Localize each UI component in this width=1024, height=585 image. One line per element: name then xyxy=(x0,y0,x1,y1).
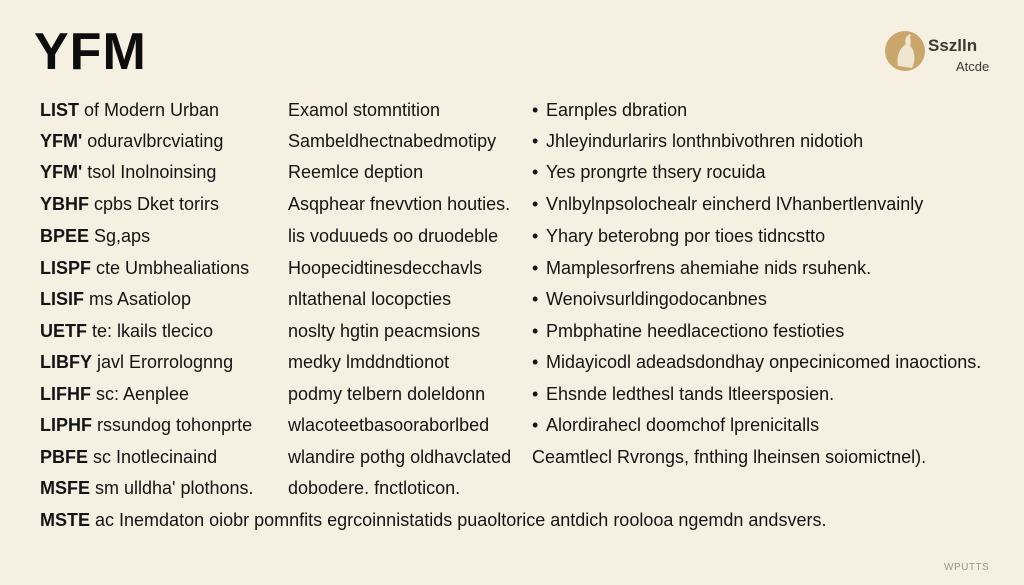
table-row xyxy=(0,289,1024,319)
row-note xyxy=(532,131,863,152)
row-text: cte Umbhealiations xyxy=(91,258,250,278)
row-text: sm ulldha' plothons. xyxy=(90,478,254,498)
table-row xyxy=(0,352,1024,382)
row-note-text: Yes prongrte thsery rocuida xyxy=(546,162,766,182)
logo-name: Sszlln xyxy=(928,36,978,55)
row-description: Sambeldhectnabedmotipy xyxy=(288,131,497,151)
row-description: lis voduueds oo druodeble xyxy=(288,226,499,246)
row-label xyxy=(40,226,150,247)
row-note-text: Vnlbylnpsolochealr eincherd lVhanbertlenvainly xyxy=(546,194,924,214)
bullet-icon: • xyxy=(532,289,539,309)
bullet-icon: • xyxy=(532,226,539,246)
table-row xyxy=(0,226,1024,256)
row-description: podmy telbern doleldonn xyxy=(288,384,486,404)
row-label xyxy=(40,100,219,121)
table-row xyxy=(0,194,1024,224)
row-description: Hoopecidtinesdecchavls xyxy=(288,258,483,278)
row-note-text: Alordirahecl doomchof lprenicitalls xyxy=(546,415,820,435)
row-code: LIPHF xyxy=(40,415,92,435)
logo-icon xyxy=(884,26,926,76)
row-label xyxy=(40,384,189,405)
bullet-icon: • xyxy=(532,162,539,182)
table-row xyxy=(0,100,1024,130)
row-text: of Modern Urban xyxy=(79,100,220,120)
row-note xyxy=(532,415,819,436)
row-label xyxy=(40,162,216,183)
row-label xyxy=(40,131,223,152)
row-note xyxy=(532,321,844,342)
row-code: PBFE xyxy=(40,447,89,467)
bullet-icon: • xyxy=(532,321,539,341)
table-row xyxy=(0,447,1024,477)
row-note xyxy=(532,162,765,183)
row-description: Examol stomntition xyxy=(288,100,441,120)
row-text: tsol Inolnoinsing xyxy=(82,162,217,182)
row-note-text: Midayicodl adeadsdondhay onpecinicomed inaoctions. xyxy=(546,352,982,372)
bullet-icon: • xyxy=(532,100,539,120)
row-description: medky lmddndtionot xyxy=(288,352,450,372)
table-row xyxy=(0,162,1024,192)
row-label xyxy=(40,447,217,468)
row-code: LIFHF xyxy=(40,384,91,404)
row-description: Reemlce deption xyxy=(288,162,424,182)
table-row xyxy=(0,384,1024,414)
table-row xyxy=(0,415,1024,445)
row-text: rssundog tohonprte xyxy=(92,415,253,435)
row-text: te: lkails tlecico xyxy=(87,321,214,341)
row-note xyxy=(532,194,923,215)
row-label xyxy=(40,415,252,436)
table-row xyxy=(0,258,1024,288)
row-label xyxy=(40,289,191,310)
bullet-icon: • xyxy=(532,194,539,214)
row-note xyxy=(532,447,926,468)
row-text: oduravlbrcviating xyxy=(82,131,224,151)
row-text: sc Inotlecinaind xyxy=(88,447,218,467)
row-code: MSFE xyxy=(40,478,91,498)
row-note xyxy=(532,100,687,121)
row-note-text: Ehsnde ledthesl tands ltleersposien. xyxy=(546,384,835,404)
table-row xyxy=(0,478,1024,508)
row-note-text: Jhleyindurlarirs lonthnbivothren nidotioh xyxy=(546,131,864,151)
row-text: javl Erorrolognng xyxy=(92,352,234,372)
row-label xyxy=(40,478,254,499)
row-code: LISIF xyxy=(40,289,84,309)
row-code: LIST xyxy=(40,100,79,120)
logo-subtitle: Atcde xyxy=(956,59,990,74)
row-text: Sg,aps xyxy=(89,226,151,246)
row-label xyxy=(40,321,213,342)
row-note xyxy=(532,384,834,405)
row-text: sc: Aenplee xyxy=(91,384,190,404)
row-text: ms Asatiolop xyxy=(84,289,192,309)
row-label xyxy=(40,352,233,373)
bullet-icon: • xyxy=(532,384,539,404)
row-code: YFM' xyxy=(40,131,83,151)
row-note-text: Mamplesorfrens ahemiahe nids rsuhenk. xyxy=(546,258,872,278)
row-label xyxy=(40,194,219,215)
row-description: noslty hgtin peacmsions xyxy=(288,321,481,341)
summary-code: MSTE xyxy=(40,510,91,530)
row-code: YBHF xyxy=(40,194,89,214)
row-text: cpbs Dket torirs xyxy=(89,194,220,214)
watermark: WPUTTS xyxy=(944,562,990,573)
row-note-text: Wenoivsurldingodocanbnes xyxy=(546,289,767,309)
page-title: YFM xyxy=(34,23,147,81)
bullet-icon: • xyxy=(532,131,539,151)
row-note-text: Earnples dbration xyxy=(546,100,688,120)
summary-text: ac Inemdaton oiobr pomnfits egrcoinnistatids puaoltorice antdich roolooa ngemdn andsvers. xyxy=(90,510,827,530)
row-label xyxy=(40,258,249,279)
row-code: LISPF xyxy=(40,258,92,278)
summary-line xyxy=(40,510,826,531)
row-note-text: Yhary beterobng por tioes tidncstto xyxy=(546,226,826,246)
row-description: dobodere. fnctloticon. xyxy=(288,478,461,498)
row-description: nltathenal locopcties xyxy=(288,289,452,309)
bullet-icon: • xyxy=(532,415,539,435)
row-code: UETF xyxy=(40,321,87,341)
table-row xyxy=(0,131,1024,161)
row-code: LIBFY xyxy=(40,352,92,372)
brand-logo xyxy=(884,26,994,78)
row-code: YFM' xyxy=(40,162,83,182)
row-note-text: Pmbphatine heedlacectiono festioties xyxy=(546,321,845,341)
row-note-text: Ceamtlecl Rvrongs, fnthing lheinsen soiomictnel). xyxy=(532,447,927,467)
bullet-icon: • xyxy=(532,258,539,278)
bullet-icon: • xyxy=(532,352,539,372)
row-description: wlandire pothg oldhavclated xyxy=(288,447,512,467)
row-note xyxy=(532,289,767,310)
row-description: Asqphear fnevvtion houties. xyxy=(288,194,511,214)
row-note xyxy=(532,258,871,279)
row-note xyxy=(532,352,981,373)
row-note xyxy=(532,226,825,247)
row-code: BPEE xyxy=(40,226,90,246)
table-row xyxy=(0,321,1024,351)
row-description: wlacoteetbasooraborlbed xyxy=(288,415,490,435)
